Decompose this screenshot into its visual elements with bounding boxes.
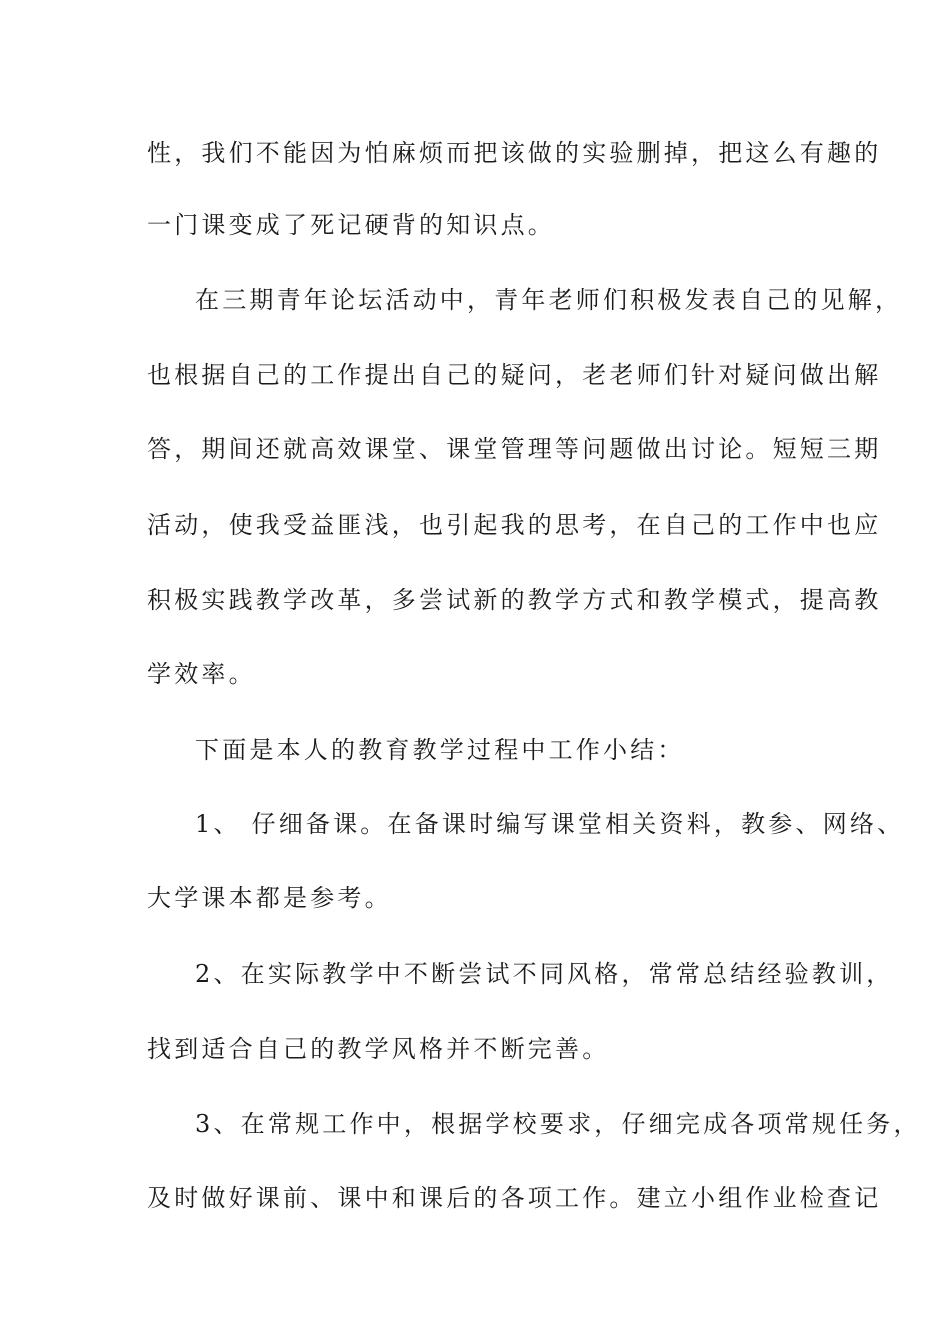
text-line: 2、在实际教学中不断尝试不同风格，常常总结经验教训， — [195, 960, 894, 988]
text-line: 找到适合自己的教学风格并不断完善。 — [147, 1035, 610, 1063]
text-line: 下面是本人的教育教学过程中工作小结： — [195, 736, 685, 764]
text-line: 也根据自己的工作提出自己的疑问，老老师们针对疑问做出解 — [147, 361, 882, 389]
text-line: 积极实践教学改革，多尝试新的教学方式和教学模式，提高教 — [147, 586, 882, 614]
text-line: 学效率。 — [147, 660, 256, 688]
text-line: 活动，使我受益匪浅，也引起我的思考，在自己的工作中也应 — [147, 511, 882, 539]
text-line: 一门课变成了死记硬背的知识点。 — [147, 211, 555, 239]
text-line: 在三期青年论坛活动中，青年老师们积极发表自己的见解， — [195, 286, 903, 314]
text-line: 性，我们不能因为怕麻烦而把该做的实验删掉，把这么有趣的 — [147, 139, 882, 167]
text-line: 及时做好课前、课中和课后的各项工作。建立小组作业检查记 — [147, 1184, 882, 1212]
text-line: 大学课本都是参考。 — [147, 884, 392, 912]
text-line: 3、在常规工作中，根据学校要求，仔细完成各项常规任务， — [195, 1110, 921, 1138]
text-line: 1、 仔细备课。在备课时编写课堂相关资料，教参、网络、 — [195, 810, 905, 838]
text-line: 答，期间还就高效课堂、课堂管理等问题做出讨论。短短三期 — [147, 435, 882, 463]
